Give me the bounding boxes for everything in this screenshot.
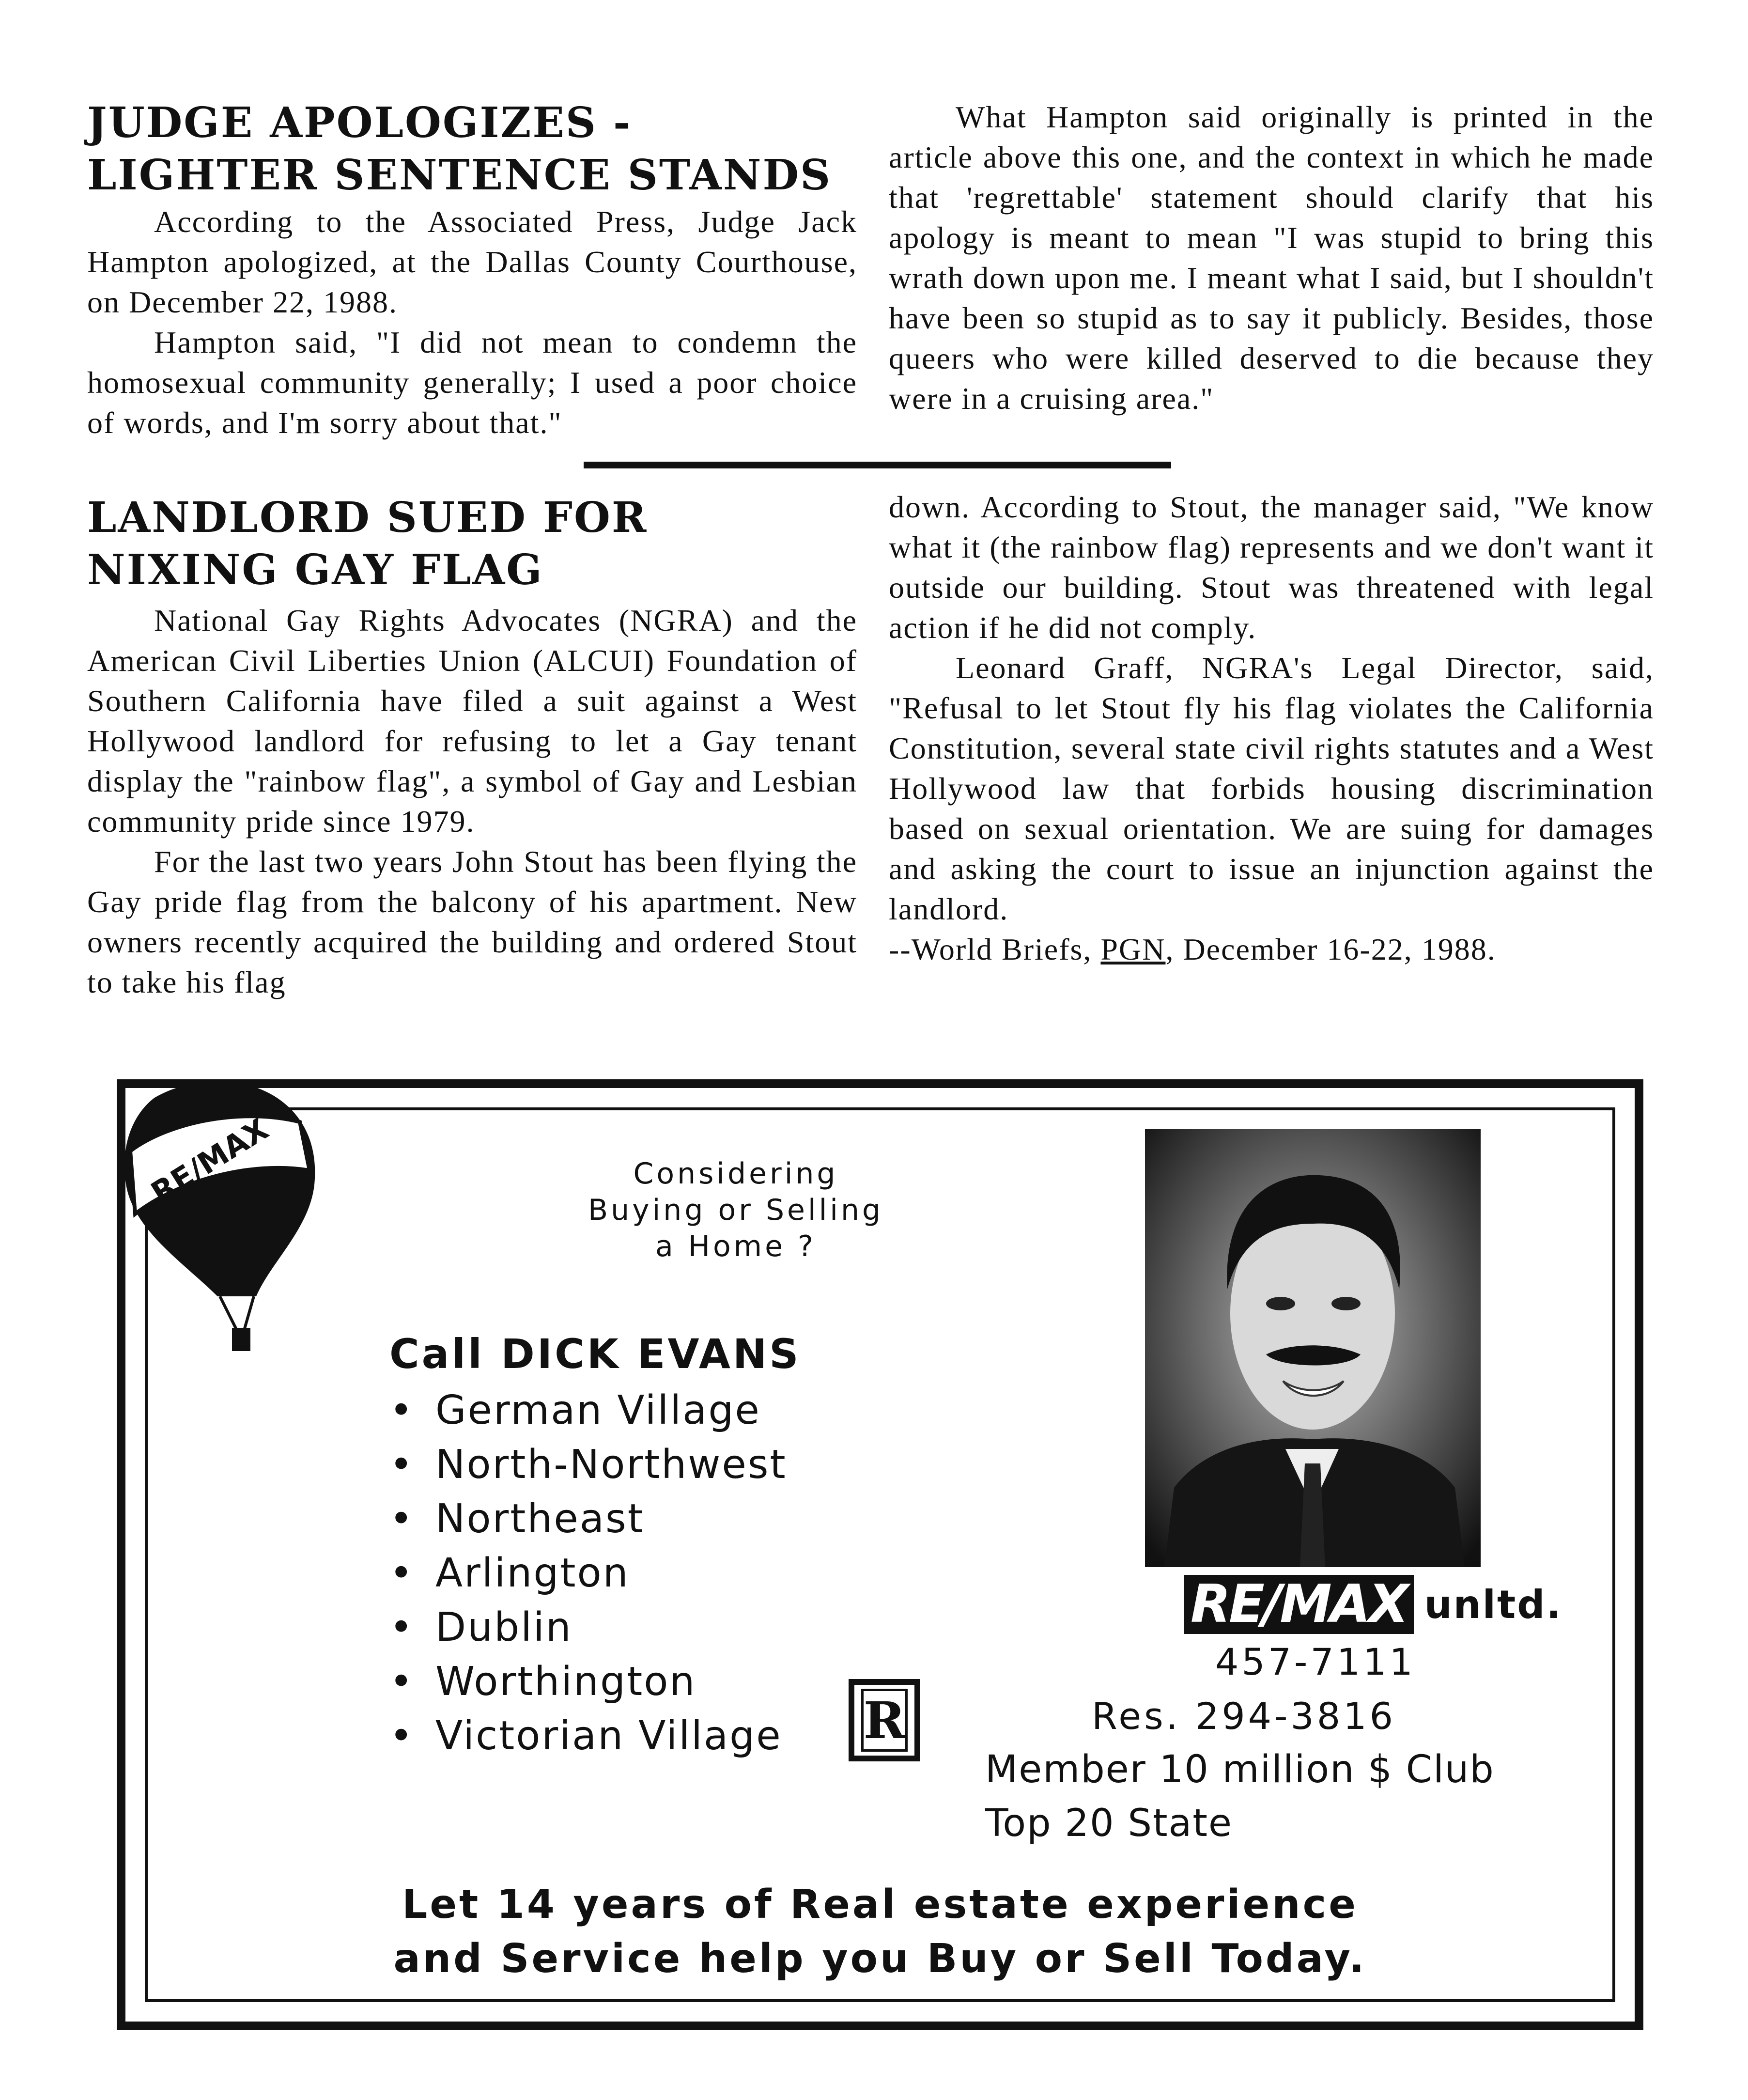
- bullet-icon: •: [389, 1496, 415, 1542]
- source-suffix: , December 16-22, 1988.: [1165, 932, 1496, 966]
- brand-suffix: unltd.: [1424, 1582, 1562, 1627]
- remax-unltd-brand: [1184, 1575, 1562, 1634]
- considering-text: [464, 1156, 1007, 1265]
- area-label: Arlington: [435, 1550, 630, 1596]
- balloon-brand-text: RE/MAX: [144, 1111, 275, 1211]
- ad-slogan: [125, 1878, 1635, 1986]
- article2-left-column: [87, 492, 857, 1002]
- residence-phone: Res. 294-3816: [1092, 1695, 1396, 1738]
- article2-headline: [87, 492, 857, 596]
- source-publication: PGN: [1100, 932, 1166, 966]
- article2-source: [889, 929, 1654, 969]
- area-list: [389, 1384, 787, 1763]
- bullet-icon: •: [389, 1604, 415, 1650]
- top20-text: Top 20 State: [985, 1802, 1233, 1845]
- slogan-line2: and Service help you Buy or Sell Today.: [393, 1936, 1367, 1982]
- bullet-icon: •: [389, 1442, 415, 1488]
- area-item: [389, 1492, 787, 1546]
- area-item: [389, 1384, 787, 1438]
- agent-photo: [1145, 1129, 1481, 1567]
- article1-paragraph-3: What Hampton said originally is printed in the article above this one, and the context in which he made that 'regrettable' statement should clarify that his apology is meant to mean "I was stupid to bring this wrath down upon me. I meant what I said, but I shouldn't have been so stupid as to say it publicly. Besides, those queers who were killed deserved to die because they were in a cruising area.": [889, 100, 1654, 416]
- article1-right-column: [889, 97, 1654, 419]
- area-item: [389, 1655, 787, 1709]
- area-label: German Village: [435, 1387, 761, 1433]
- office-phone: 457-7111: [1215, 1640, 1416, 1683]
- remax-advertisement: [117, 1079, 1643, 2030]
- area-label: Victorian Village: [435, 1713, 782, 1759]
- remax-logo: RE/MAX: [1184, 1575, 1414, 1634]
- realtor-r-icon: R: [861, 1689, 908, 1752]
- slogan-line1: Let 14 years of Real estate experience: [402, 1882, 1358, 1928]
- call-agent-heading: Call DICK EVANS: [389, 1330, 801, 1378]
- considering-line1: Considering: [633, 1157, 838, 1191]
- article2-headline-line1: LANDLORD SUED FOR: [87, 493, 648, 542]
- section-divider: [584, 462, 1171, 468]
- article2-right-column: [889, 487, 1654, 969]
- considering-line2: Buying or Selling: [588, 1193, 884, 1227]
- realtor-logo: [849, 1679, 920, 1761]
- area-label: Dublin: [435, 1604, 572, 1650]
- area-item: [389, 1546, 787, 1601]
- area-label: Northeast: [435, 1496, 645, 1542]
- source-prefix: --World Briefs,: [889, 932, 1101, 966]
- area-label: Worthington: [435, 1659, 696, 1705]
- bullet-icon: •: [389, 1550, 415, 1596]
- article1-headline-line2: LIGHTER SENTENCE STANDS: [87, 151, 832, 200]
- hot-air-balloon-logo: [96, 1069, 358, 1359]
- article1-paragraph-1: According to the Associated Press, Judge Jack Hampton apologized, at the Dallas County Courthouse, on December 22, 1988.: [87, 204, 857, 319]
- article1-headline: [87, 97, 857, 202]
- bullet-icon: •: [389, 1659, 415, 1705]
- area-label: North-Northwest: [435, 1442, 787, 1488]
- considering-line3: a Home ?: [655, 1229, 816, 1263]
- article2-paragraph-3: down. According to Stout, the manager said, "We know what it (the rainbow flag) represents and we don't want it outside our building. Stout was threatened with legal action if he did not comply.: [889, 490, 1654, 645]
- article2-headline-line2: NIXING GAY FLAG: [87, 545, 543, 594]
- article1-left-column: [87, 97, 857, 443]
- article1-paragraph-2: Hampton said, "I did not mean to condemn the homosexual community generally; I used a poor choice of words, and I'm sorry about that.": [87, 325, 857, 440]
- member-club-text: Member 10 million $ Club: [985, 1748, 1495, 1791]
- area-item: [389, 1601, 787, 1655]
- article2-paragraph-1: National Gay Rights Advocates (NGRA) and the American Civil Liberties Union (ALCUI) Foundation of Southern California have filed a suit against a West Hollywood landlord for refusing to let a Gay tenant display the "rainbow flag", a symbol of Gay and Lesbian community pride since 1979.: [87, 603, 857, 839]
- bullet-icon: •: [389, 1713, 415, 1759]
- area-item: [389, 1709, 787, 1763]
- article2-paragraph-2: For the last two years John Stout has been flying the Gay pride flag from the balcony of his apartment. New owners recently acquired the building and ordered Stout to take his flag: [87, 844, 857, 999]
- area-item: [389, 1438, 787, 1492]
- bullet-icon: •: [389, 1387, 415, 1433]
- article1-headline-line1: JUDGE APOLOGIZES -: [87, 98, 632, 147]
- article2-paragraph-4: Leonard Graff, NGRA's Legal Director, said, "Refusal to let Stout fly his flag violates the California Constitution, several state civil rights statutes and a West Hollywood law that forbids housing discrimination based on sexual orientation. We are suing for damages and asking the court to issue an injunction against the landlord.: [889, 651, 1654, 926]
